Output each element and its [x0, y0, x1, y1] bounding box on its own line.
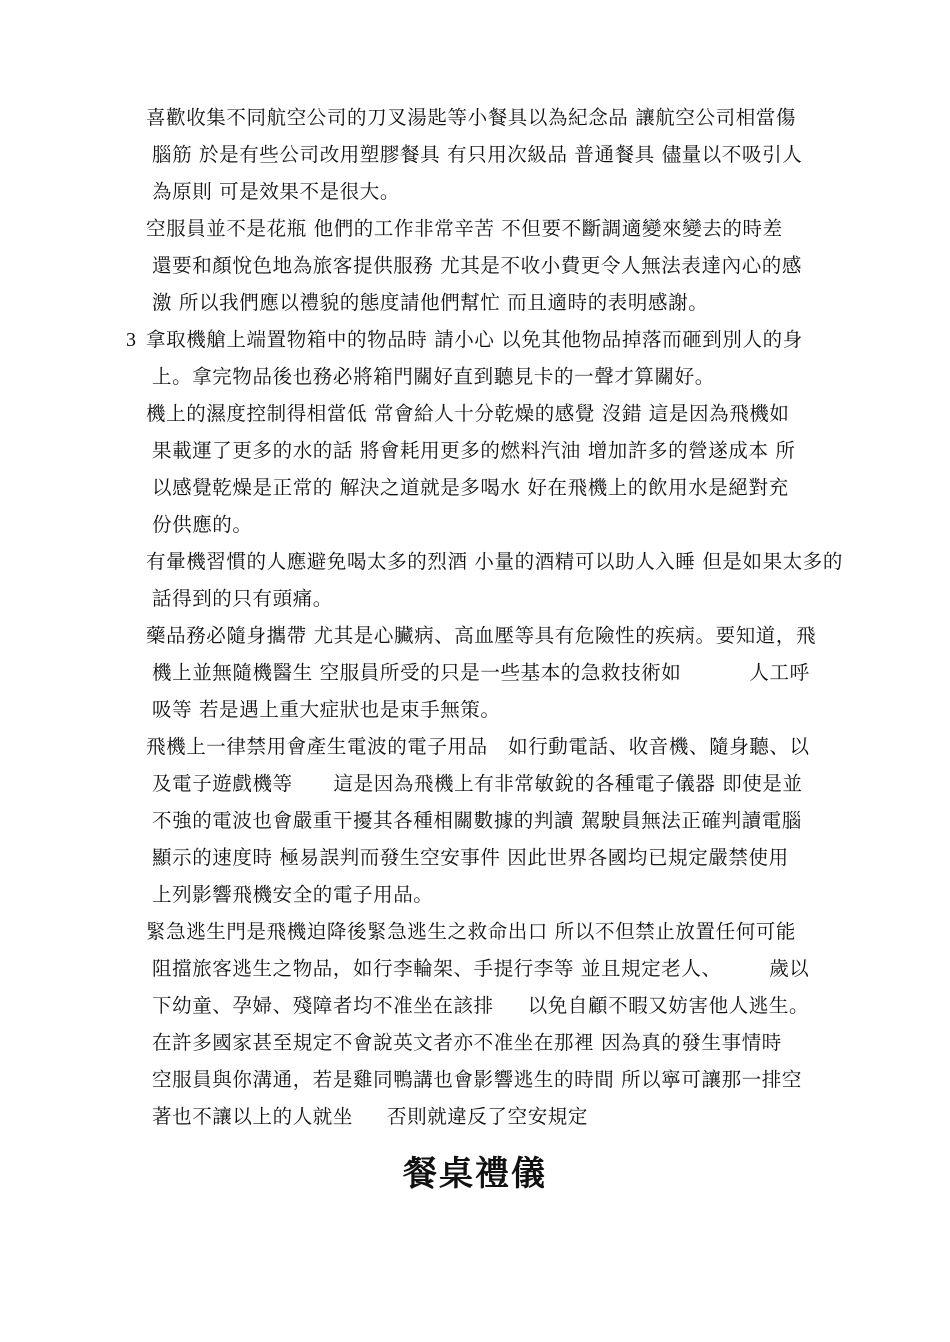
text-line: 緊急逃生門是飛機迫降後緊急逃生之救命出口 所以不但禁止放置任何可能 — [146, 920, 796, 943]
text-line: 話得到的只有頭痛。 — [152, 587, 333, 610]
text-line: 機上的濕度控制得相當低 常會給人十分乾燥的感覺 沒錯 這是因為飛機如 — [146, 402, 790, 425]
text-line: 上列影響飛機安全的電子用品。 — [152, 883, 434, 906]
text-line: 腦筋 於是有些公司改用塑膠餐具 有只用次級品 普通餐具 儘量以不吸引人 — [152, 143, 803, 166]
text-line: 份供應的。 — [152, 513, 253, 536]
list-number: 3 — [126, 329, 136, 351]
text-line: 顯示的速度時 極易誤判而發生空安事件 因此世界各國均已規定嚴禁使用 — [152, 846, 789, 869]
text-line: 飛機上一律禁用會產生電波的電子用品 如行動電話、收音機、隨身聽、以 — [146, 735, 810, 758]
text-line: 不強的電波也會嚴重干擾其各種相關數據的判讀 駕駛員無法正確判讀電腦 — [152, 809, 802, 832]
text-line: 藥品務必隨身攜帶 尤其是心臟病、高血壓等具有危險性的疾病。要知道，飛 — [146, 624, 817, 647]
text-line: 果載運了更多的水的話 將會耗用更多的燃料汽油 增加許多的營遂成本 所 — [152, 439, 796, 462]
text-line: 著也不讓以上的人就坐 否則就違反了空安規定 — [152, 1105, 588, 1128]
text-line: 上。拿完物品後也務必將箱門關好直到聽見卡的一聲才算關好。 — [152, 365, 715, 388]
text-line: 及電子遊戲機等 這是因為飛機上有非常敏銳的各種電子儀器 即使是並 — [152, 772, 803, 795]
text-line: 吸等 若是遇上重大症狀也是束手無策。 — [152, 698, 501, 721]
text-line: 激 所以我們應以禮貌的態度請他們幫忙 而且適時的表明感謝。 — [152, 291, 709, 314]
text-line: 喜歡收集不同航空公司的刀叉湯匙等小餐具以為紀念品 讓航空公司相當傷 — [146, 106, 796, 129]
text-line: 為原則 可是效果不是很大。 — [152, 180, 400, 203]
text-line: 下幼童、孕婦、殘障者均不准坐在該排 以免自顧不暇又妨害他人逃生。 — [152, 994, 810, 1017]
section-heading: 餐桌禮儀 — [403, 1154, 547, 1194]
text-line: 機上並無隨機醫生 空服員所受的只是一些基本的急救技術如 人工呼 — [152, 661, 810, 684]
text-line: 以感覺乾燥是正常的 解決之道就是多喝水 好在飛機上的飲用水是絕對充 — [152, 476, 789, 499]
text-line: 在許多國家甚至規定不會說英文者亦不准坐在那裡 因為真的發生事情時 — [152, 1031, 782, 1054]
text-line: 還要和顏悅色地為旅客提供服務 尤其是不收小費更令人無法表達內心的感 — [152, 254, 802, 277]
text-line: 有暈機習慣的人應避免喝太多的烈酒 小量的酒精可以助人入睡 但是如果太多的 — [146, 550, 843, 573]
text-line: 阻擋旅客逃生之物品，如行李輪架、手提行李等 並且規定老人、 歲以 — [152, 957, 810, 980]
text-line: 空服員與你溝通，若是雞同鴨講也會影響逃生的時間 所以寧可讓那一排空 — [152, 1068, 802, 1091]
text-line: 空服員並不是花瓶 他們的工作非常辛苦 不但要不斷調適變來變去的時差 — [146, 217, 783, 240]
text-line: 拿取機艙上端置物箱中的物品時 請小心 以免其他物品掉落而砸到別人的身 — [146, 328, 803, 351]
